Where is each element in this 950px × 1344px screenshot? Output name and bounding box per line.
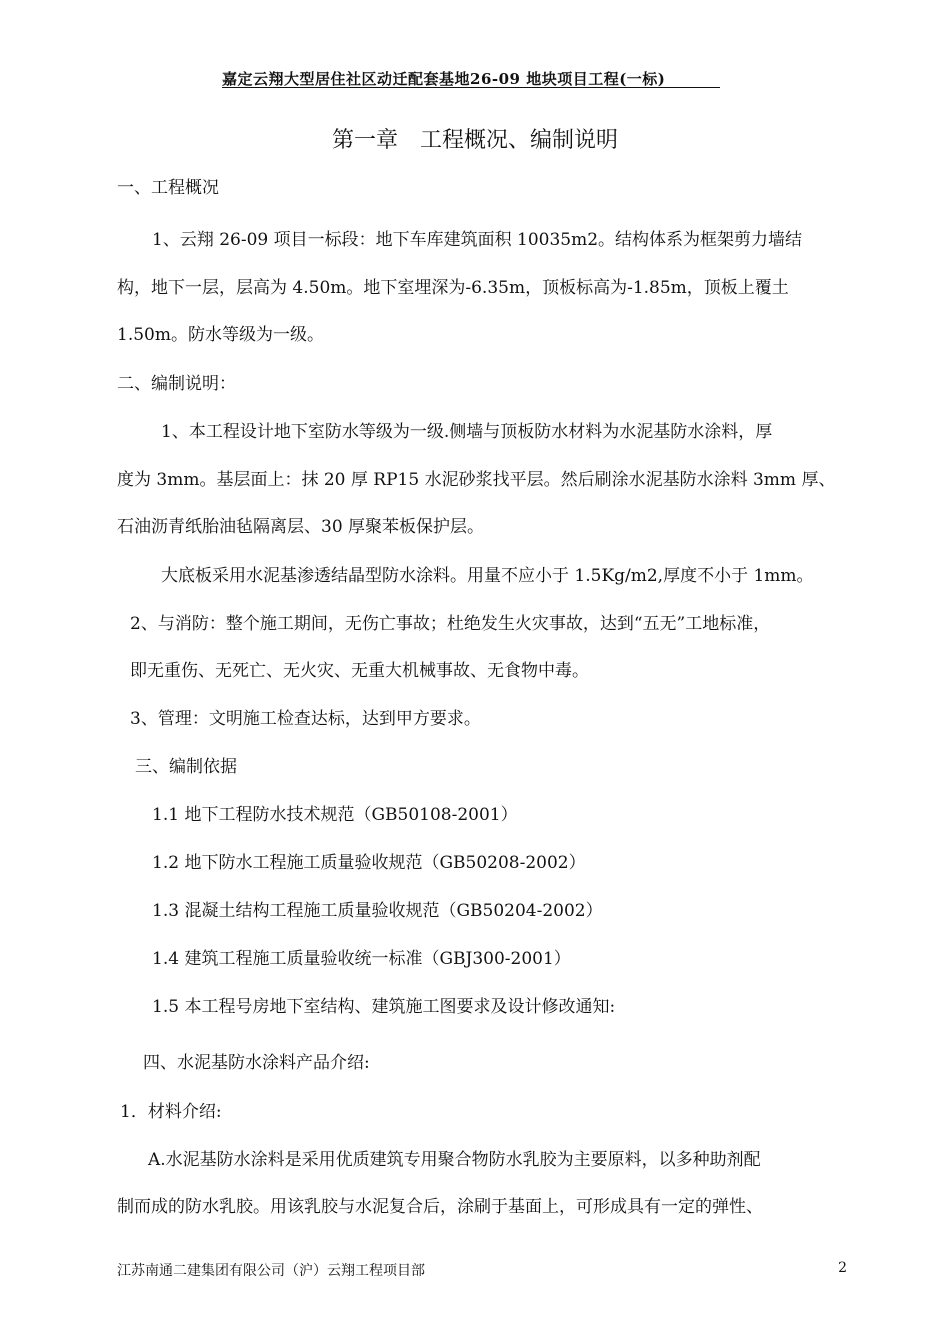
reference-item: 1.1 地下工程防水技术规范（GB50108-2001）	[152, 805, 518, 825]
paragraph-line: A.水泥基防水涂料是采用优质建筑专用聚合物防水乳胶为主要原料，以多种助剂配	[148, 1150, 761, 1170]
paragraph-line: 3、管理：文明施工检查达标，达到甲方要求。	[130, 709, 481, 729]
paragraph-line: 制而成的防水乳胶。用该乳胶与水泥复合后，涂刷于基面上，可形成具有一定的弹性、	[117, 1197, 763, 1217]
section-heading: 四、水泥基防水涂料产品介绍:	[143, 1053, 370, 1073]
reference-item: 1.3 混凝土结构工程施工质量验收规范（GB50204-2002）	[152, 901, 603, 921]
paragraph-line: 即无重伤、无死亡、无火灾、无重大机械事故、无食物中毒。	[130, 661, 589, 681]
section-heading: 二、编制说明：	[117, 374, 236, 394]
paragraph-line: 2、与消防：整个施工期间，无伤亡事故；杜绝发生火灾事故，达到“五无”工地标准，	[130, 614, 771, 634]
paragraph-line: 1、本工程设计地下室防水等级为一级.侧墙与顶板防水材料为水泥基防水涂料，厚	[161, 422, 773, 442]
header-rule	[222, 87, 720, 88]
paragraph-line: 1、云翔 26-09 项目一标段：地下车库建筑面积 10035m2。结构体系为框架剪力墙结	[152, 230, 803, 250]
reference-item: 1.5 本工程号房地下室结构、建筑施工图要求及设计修改通知:	[152, 997, 616, 1017]
reference-item: 1.2 地下防水工程施工质量验收规范（GB50208-2002）	[152, 853, 586, 873]
paragraph-line: 构，地下一层，层高为 4.50m。地下室埋深为-6.35m，顶板标高为-1.85m，顶板上覆土	[117, 278, 789, 298]
paragraph-line: 大底板采用水泥基渗透结晶型防水涂料。用量不应小于 1.5Kg/m2,厚度不小于 1mm。	[161, 566, 814, 586]
section-heading: 一、工程概况	[117, 178, 219, 198]
page-number: 2	[838, 1260, 847, 1276]
running-header: 嘉定云翔大型居住社区动迁配套基地26-09 地块项目工程(一标)	[222, 70, 666, 88]
section-heading: 三、编制依据	[135, 757, 237, 777]
paragraph-line: 石油沥青纸胎油毡隔离层、30 厚聚苯板保护层。	[117, 517, 485, 537]
reference-item: 1.4 建筑工程施工质量验收统一标准（GBJ300-2001）	[152, 949, 571, 969]
paragraph-line: 度为 3mm。基层面上：抹 20 厚 RP15 水泥砂浆找平层。然后刷涂水泥基防水涂料 3mm 厚、	[117, 470, 836, 490]
chapter-title: 第一章 工程概况、编制说明	[331, 128, 618, 153]
footer-company: 江苏南通二建集团有限公司（沪）云翔工程项目部	[117, 1263, 425, 1279]
paragraph-line: 1.50m。防水等级为一级。	[117, 325, 324, 345]
subsection-heading: 1．材料介绍:	[120, 1102, 222, 1122]
